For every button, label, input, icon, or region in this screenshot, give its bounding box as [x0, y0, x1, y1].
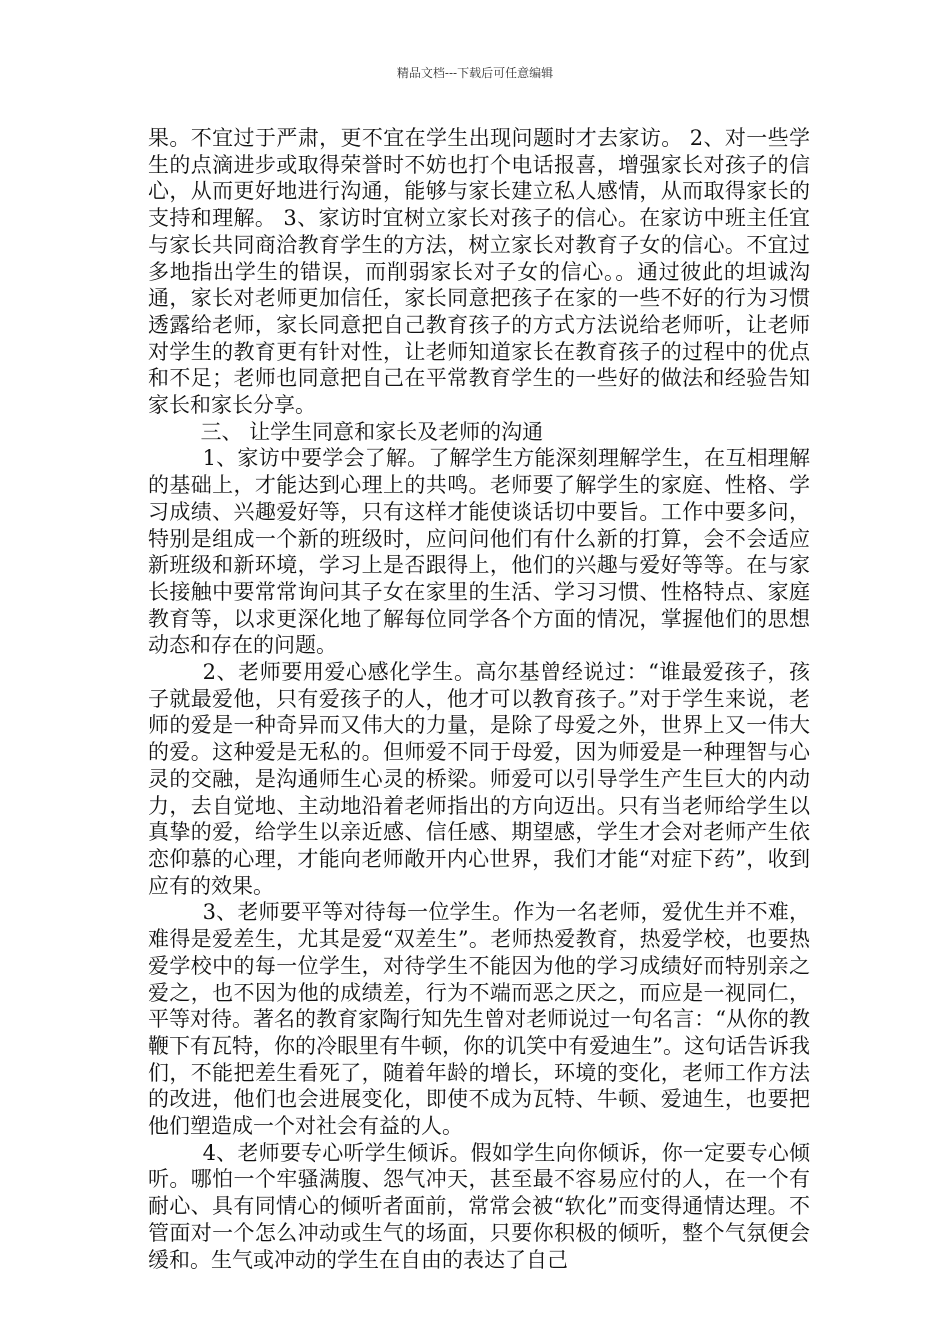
document-body	[148, 125, 810, 1273]
paragraph-home-visit-tips: 果。不宜过于严肃，更不宜在学生出现问题时才去家访。 2、对一些学生的点滴进步或取得荣誉时不妨也打个电话报喜，增强家长对孩子的信心，从而更好地进行沟通，能够与家长建立私人感情，从而取得家长的支持和理解。 3、家访时宜树立家长对孩子的信心。在家访中班主任宜与家长共同商洽教育学生的方法，树立家长对教育子女的信心。不宜过多地指出学生的错误，而削弱家长对子女的信心。。通过彼此的坦诚沟通，家长对老师更加信任，家长同意把孩子在家的一些不好的行为习惯透露给老师，家长同意把自己教育孩子的方式方法说给老师听，让老师对学生的教育更有针对性，让老师知道家长在教育孩子的过程中的优点和不足；老师也同意把自己在平常教育学生的一些好的做法和经验告知家长和家长分享。	[148, 126, 810, 418]
paragraph-understand-students: 1、家访中要学会了解。了解学生方能深刻理解学生，在互相理解的基础上，才能达到心理上的共鸣。老师要了解学生的家庭、性格、学习成绩、兴趣爱好等，只有这样才能使谈话切中要旨。工作中要多问，特别是组成一个新的班级时，应问问他们有什么新的打算，会不会适应新班级和新环境，学习上是否跟得上，他们的兴趣与爱好等等。在与家长接触中要常常询问其子女在家里的生活、学习习惯、性格特点、家庭教育等，以求更深化地了解每位同学各个方面的情况，掌握他们的思想动态和存在的问题。	[148, 446, 810, 658]
paragraph-equal-treatment: 3、老师要平等对待每一位学生。作为一名老师，爱优生并不难，难得是爱差生，尤其是爱“双差生”。老师热爱教育，热爱学校，也要热爱学校中的每一位学生，对待学生不能因为他的学习成绩好而特别亲之爱之，也不因为他的成绩差，行为不端而恶之厌之，而应是一视同仁，平等对待。著名的教育家陶行知先生曾对老师说过一句名言：“从你的教鞭下有瓦特，你的冷眼里有牛顿，你的讥笑中有爱迪生”。这句话告诉我们，不能把差生看死了，随着年龄的增长，环境的变化，老师工作方法的改进，他们也会进展变化，即使不成为瓦特、牛顿、爱迪生，也要把他们塑造成一个对社会有益的人。	[148, 900, 810, 1139]
paragraph-listen-students: 4、老师要专心听学生倾诉。假如学生向你倾诉，你一定要专心倾听。哪怕一个牢骚满腹、怨气冲天，甚至最不容易应付的人，在一个有耐心、具有同情心的倾听者面前，常常会被“软化”而变得通情达理。不管面对一个怎么冲动或生气的场面，只要你积极的倾听，整个气氛便会缓和。生气或冲动的学生在自由的表达了自己	[148, 1140, 810, 1272]
page-header: 精品文档---下载后可任意编辑	[396, 66, 554, 80]
paragraph-love-students: 2、老师要用爱心感化学生。高尔基曾经说过：“谁最爱孩子，孩子就最爱他，只有爱孩子的人，他才可以教育孩子。”对于学生来说，老师的爱是一种奇异而又伟大的力量，是除了母爱之外，世界上又一伟大的爱。这种爱是无私的。但师爱不同于母爱，因为师爱是一种理智与心灵的交融，是沟通师生心灵的桥梁。师爱可以引导学生产生巨大的内动力，去自觉地、主动地沿着老师指出的方向迈出。只有当老师给学生以真挚的爱，给学生以亲近感、信任感、期望感，学生才会对老师产生依恋仰慕的心理，才能向老师敞开内心世界，我们才能“对症下药”，收到应有的效果。	[148, 660, 810, 898]
section-heading-three: 三、 让学生同意和家长及老师的沟通	[200, 419, 544, 444]
